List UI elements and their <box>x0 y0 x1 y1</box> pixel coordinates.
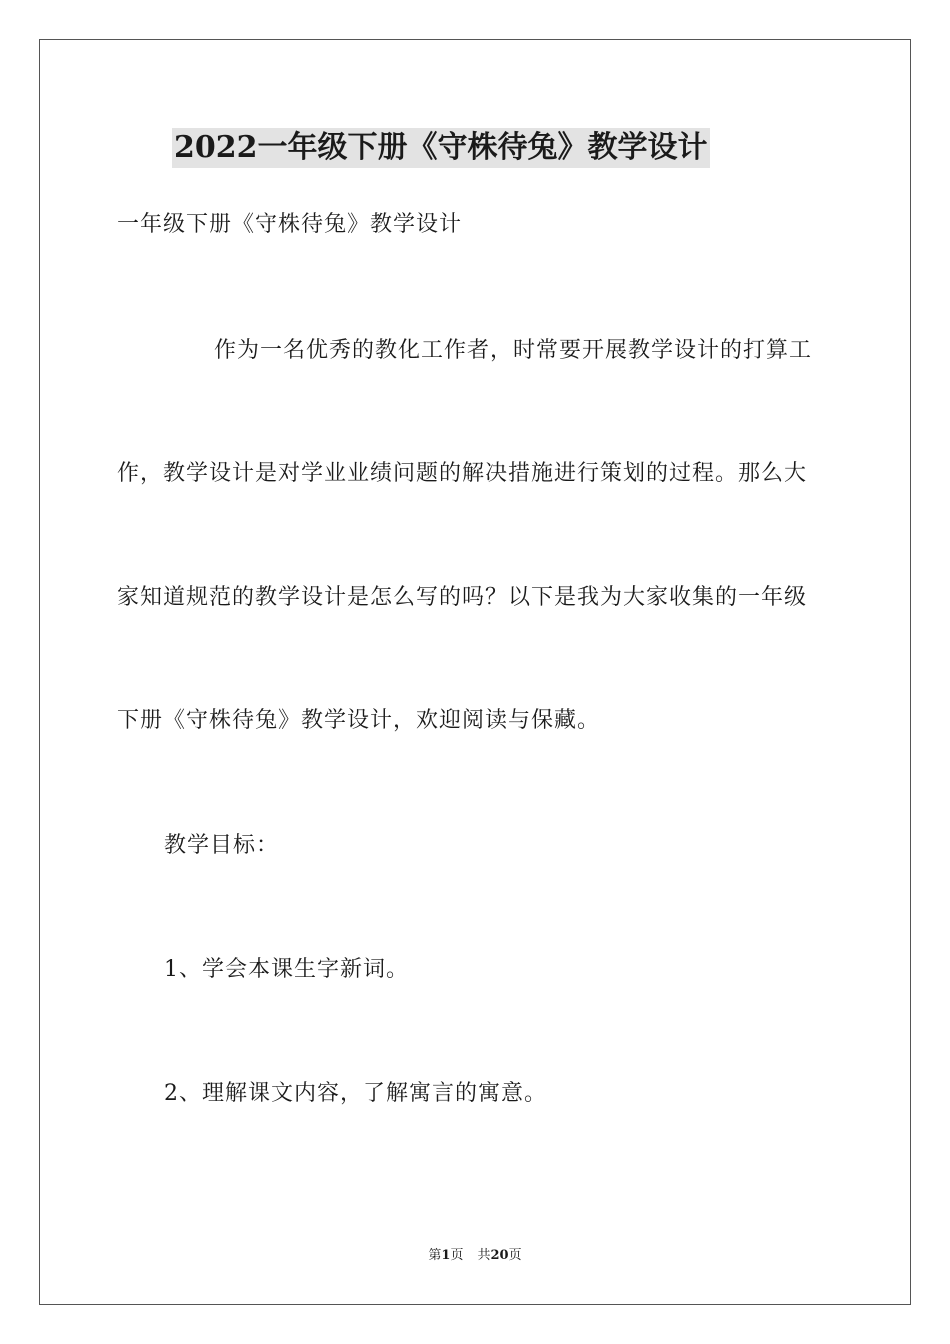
paragraph-line-3: 家知道规范的教学设计是怎么写的吗？以下是我为大家收集的一年级 <box>117 585 808 610</box>
document-title: 2022一年级下册《守株待兔》教学设计 <box>172 128 710 168</box>
page-number-label: 第1页 <box>428 1248 464 1263</box>
objective-item-1: 1、学会本课生字新词。 <box>164 957 409 982</box>
page-total-label: 共20页 <box>477 1248 522 1263</box>
page-current: 1 <box>441 1248 451 1263</box>
section-heading-objectives: 教学目标： <box>164 833 280 858</box>
paragraph-line-2: 作，教学设计是对学业业绩问题的解决措施进行策划的过程。那么大 <box>117 461 808 486</box>
paragraph-line-1: 作为一名优秀的教化工作者，时常要开展教学设计的打算工 <box>214 338 813 363</box>
page-total: 20 <box>490 1248 509 1263</box>
document-subtitle: 一年级下册《守株待兔》教学设计 <box>117 212 463 237</box>
paragraph-line-4: 下册《守株待兔》教学设计，欢迎阅读与保藏。 <box>117 708 601 733</box>
page-footer <box>0 1246 950 1266</box>
objective-item-2: 2、理解课文内容，了解寓言的寓意。 <box>164 1081 547 1106</box>
